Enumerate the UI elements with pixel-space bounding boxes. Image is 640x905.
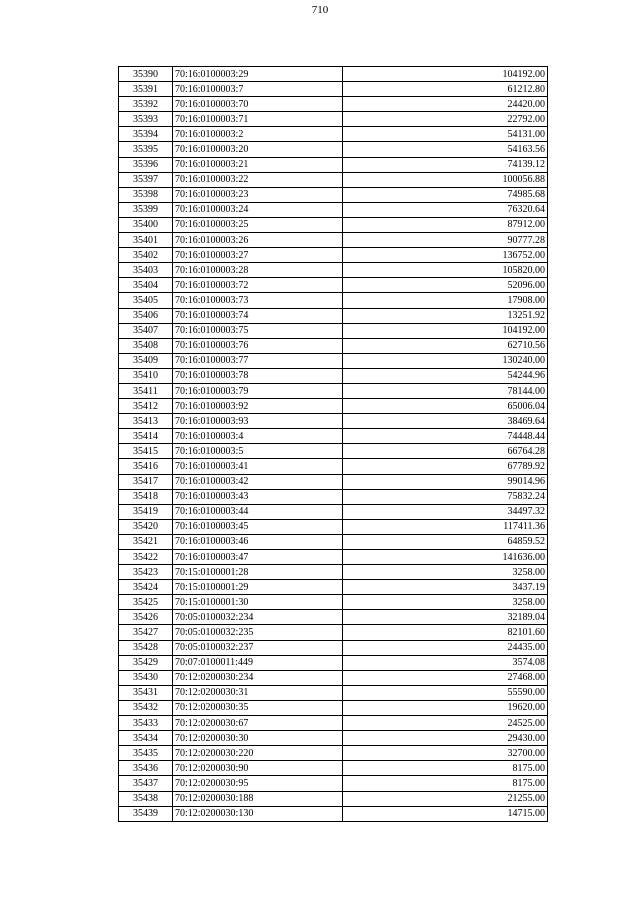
row-number: 35391	[119, 82, 173, 97]
cadastral-number: 70:16:0100003:21	[173, 157, 343, 172]
page-number: 710	[311, 4, 329, 16]
cadastral-number: 70:16:0100003:72	[173, 278, 343, 293]
row-number: 35427	[119, 625, 173, 640]
cadastral-value: 8175.00	[343, 761, 548, 776]
row-number: 35407	[119, 323, 173, 338]
row-number: 35413	[119, 414, 173, 429]
table-row	[119, 187, 548, 202]
cadastral-number: 70:12:0200030:234	[173, 670, 343, 685]
table-row	[119, 429, 548, 444]
row-number: 35414	[119, 429, 173, 444]
table-row	[119, 791, 548, 806]
table-row	[119, 444, 548, 459]
cadastral-value: 17908.00	[343, 293, 548, 308]
cadastral-value: 82101.60	[343, 625, 548, 640]
cadastral-number: 70:16:0100003:26	[173, 233, 343, 248]
row-number: 35419	[119, 504, 173, 519]
cadastral-number: 70:16:0100003:74	[173, 308, 343, 323]
cadastral-number: 70:16:0100003:23	[173, 187, 343, 202]
row-number: 35426	[119, 610, 173, 625]
table-row	[119, 776, 548, 791]
row-number: 35398	[119, 187, 173, 202]
cadastral-value: 13251.92	[343, 308, 548, 323]
row-number: 35431	[119, 685, 173, 700]
row-number: 35437	[119, 776, 173, 791]
table-row	[119, 263, 548, 278]
row-number: 35397	[119, 172, 173, 187]
cadastral-value: 32700.00	[343, 746, 548, 761]
row-number: 35393	[119, 112, 173, 127]
row-number: 35401	[119, 233, 173, 248]
cadastral-number: 70:12:0200030:30	[173, 731, 343, 746]
row-number: 35436	[119, 761, 173, 776]
row-number: 35418	[119, 489, 173, 504]
table-row	[119, 127, 548, 142]
cadastral-number: 70:16:0100003:47	[173, 550, 343, 565]
row-number: 35435	[119, 746, 173, 761]
cadastral-value: 62710.56	[343, 338, 548, 353]
table-body	[119, 67, 548, 822]
row-number: 35428	[119, 640, 173, 655]
cadastral-number: 70:15:0100001:28	[173, 565, 343, 580]
table-row	[119, 806, 548, 821]
cadastral-value: 136752.00	[343, 248, 548, 263]
table-row	[119, 97, 548, 112]
cadastral-value: 76320.64	[343, 202, 548, 217]
cadastral-value: 117411.36	[343, 519, 548, 534]
cadastral-value: 61212.80	[343, 82, 548, 97]
cadastral-value: 24525.00	[343, 716, 548, 731]
cadastral-value-table	[118, 66, 548, 822]
cadastral-number: 70:12:0200030:67	[173, 716, 343, 731]
cadastral-number: 70:16:0100003:7	[173, 82, 343, 97]
cadastral-number: 70:16:0100003:78	[173, 368, 343, 383]
cadastral-value: 38469.64	[343, 414, 548, 429]
table-row	[119, 368, 548, 383]
cadastral-value: 54131.00	[343, 127, 548, 142]
row-number: 35402	[119, 248, 173, 263]
cadastral-value: 66764.28	[343, 444, 548, 459]
row-number: 35430	[119, 670, 173, 685]
row-number: 35415	[119, 444, 173, 459]
cadastral-number: 70:16:0100003:73	[173, 293, 343, 308]
table-row	[119, 550, 548, 565]
table-row	[119, 308, 548, 323]
cadastral-number: 70:12:0200030:130	[173, 806, 343, 821]
cadastral-value: 52096.00	[343, 278, 548, 293]
row-number: 35405	[119, 293, 173, 308]
cadastral-number: 70:16:0100003:45	[173, 519, 343, 534]
cadastral-number: 70:16:0100003:44	[173, 504, 343, 519]
cadastral-number: 70:12:0200030:188	[173, 791, 343, 806]
table-row	[119, 504, 548, 519]
table-row	[119, 474, 548, 489]
cadastral-number: 70:16:0100003:79	[173, 383, 343, 398]
cadastral-number: 70:16:0100003:43	[173, 489, 343, 504]
cadastral-value: 90777.28	[343, 233, 548, 248]
cadastral-number: 70:16:0100003:76	[173, 338, 343, 353]
table-row	[119, 685, 548, 700]
cadastral-value: 29430.00	[343, 731, 548, 746]
cadastral-value: 130240.00	[343, 353, 548, 368]
table-row	[119, 625, 548, 640]
row-number: 35439	[119, 806, 173, 821]
table-row	[119, 399, 548, 414]
table-row	[119, 716, 548, 731]
cadastral-number: 70:12:0200030:95	[173, 776, 343, 791]
cadastral-value: 24435.00	[343, 640, 548, 655]
table-row	[119, 489, 548, 504]
cadastral-value: 32189.04	[343, 610, 548, 625]
row-number: 35420	[119, 519, 173, 534]
cadastral-value: 105820.00	[343, 263, 548, 278]
table-row	[119, 157, 548, 172]
row-number: 35416	[119, 459, 173, 474]
row-number: 35399	[119, 202, 173, 217]
table-row	[119, 233, 548, 248]
table-row	[119, 338, 548, 353]
cadastral-number: 70:15:0100001:29	[173, 580, 343, 595]
row-number: 35425	[119, 595, 173, 610]
table-row	[119, 746, 548, 761]
row-number: 35396	[119, 157, 173, 172]
cadastral-value: 65006.04	[343, 399, 548, 414]
row-number: 35409	[119, 353, 173, 368]
row-number: 35434	[119, 731, 173, 746]
table-row	[119, 670, 548, 685]
table-row	[119, 519, 548, 534]
cadastral-number: 70:12:0200030:35	[173, 700, 343, 715]
table-row	[119, 278, 548, 293]
table-row	[119, 202, 548, 217]
row-number: 35390	[119, 67, 173, 82]
row-number: 35392	[119, 97, 173, 112]
cadastral-number: 70:16:0100003:24	[173, 202, 343, 217]
cadastral-value: 100056.88	[343, 172, 548, 187]
cadastral-number: 70:12:0200030:31	[173, 685, 343, 700]
table-row	[119, 293, 548, 308]
table-row	[119, 82, 548, 97]
cadastral-number: 70:16:0100003:70	[173, 97, 343, 112]
cadastral-number: 70:16:0100003:20	[173, 142, 343, 157]
cadastral-value: 3258.00	[343, 565, 548, 580]
row-number: 35412	[119, 399, 173, 414]
cadastral-value: 99014.96	[343, 474, 548, 489]
cadastral-value: 141636.00	[343, 550, 548, 565]
row-number: 35400	[119, 217, 173, 232]
cadastral-value: 8175.00	[343, 776, 548, 791]
cadastral-value: 3437.19	[343, 580, 548, 595]
row-number: 35406	[119, 308, 173, 323]
cadastral-number: 70:16:0100003:29	[173, 67, 343, 82]
row-number: 35411	[119, 383, 173, 398]
cadastral-number: 70:16:0100003:92	[173, 399, 343, 414]
cadastral-number: 70:16:0100003:4	[173, 429, 343, 444]
row-number: 35395	[119, 142, 173, 157]
row-number: 35410	[119, 368, 173, 383]
table-row	[119, 700, 548, 715]
cadastral-number: 70:16:0100003:41	[173, 459, 343, 474]
cadastral-value: 14715.00	[343, 806, 548, 821]
cadastral-value: 74448.44	[343, 429, 548, 444]
cadastral-value: 75832.24	[343, 489, 548, 504]
cadastral-number: 70:12:0200030:90	[173, 761, 343, 776]
row-number: 35433	[119, 716, 173, 731]
cadastral-value: 3574.08	[343, 655, 548, 670]
row-number: 35394	[119, 127, 173, 142]
table-row	[119, 353, 548, 368]
table-row	[119, 565, 548, 580]
table-row	[119, 383, 548, 398]
table-row	[119, 655, 548, 670]
cadastral-value: 74139.12	[343, 157, 548, 172]
table-row	[119, 172, 548, 187]
cadastral-number: 70:16:0100003:42	[173, 474, 343, 489]
table-row	[119, 731, 548, 746]
row-number: 35423	[119, 565, 173, 580]
cadastral-value: 55590.00	[343, 685, 548, 700]
cadastral-value: 24420.00	[343, 97, 548, 112]
cadastral-value: 19620.00	[343, 700, 548, 715]
cadastral-number: 70:16:0100003:77	[173, 353, 343, 368]
table-row	[119, 761, 548, 776]
cadastral-number: 70:07:0100011:449	[173, 655, 343, 670]
row-number: 35408	[119, 338, 173, 353]
cadastral-value: 22792.00	[343, 112, 548, 127]
cadastral-number: 70:05:0100032:237	[173, 640, 343, 655]
row-number: 35432	[119, 700, 173, 715]
cadastral-value: 54163.56	[343, 142, 548, 157]
table-row	[119, 595, 548, 610]
cadastral-number: 70:16:0100003:93	[173, 414, 343, 429]
row-number: 35422	[119, 550, 173, 565]
row-number: 35417	[119, 474, 173, 489]
cadastral-value: 104192.00	[343, 67, 548, 82]
cadastral-value: 74985.68	[343, 187, 548, 202]
cadastral-number: 70:16:0100003:27	[173, 248, 343, 263]
cadastral-number: 70:16:0100003:25	[173, 217, 343, 232]
table-row	[119, 142, 548, 157]
cadastral-number: 70:05:0100032:235	[173, 625, 343, 640]
row-number: 35424	[119, 580, 173, 595]
cadastral-value: 21255.00	[343, 791, 548, 806]
cadastral-number: 70:15:0100001:30	[173, 595, 343, 610]
table-row	[119, 414, 548, 429]
cadastral-value: 3258.00	[343, 595, 548, 610]
table-row	[119, 459, 548, 474]
cadastral-value: 104192.00	[343, 323, 548, 338]
cadastral-value: 64859.52	[343, 534, 548, 549]
cadastral-number: 70:16:0100003:46	[173, 534, 343, 549]
cadastral-number: 70:16:0100003:22	[173, 172, 343, 187]
cadastral-number: 70:05:0100032:234	[173, 610, 343, 625]
row-number: 35404	[119, 278, 173, 293]
table-row	[119, 580, 548, 595]
row-number: 35403	[119, 263, 173, 278]
table-row	[119, 640, 548, 655]
table-row	[119, 67, 548, 82]
cadastral-value: 78144.00	[343, 383, 548, 398]
row-number: 35438	[119, 791, 173, 806]
table-row	[119, 112, 548, 127]
row-number: 35421	[119, 534, 173, 549]
cadastral-number: 70:16:0100003:28	[173, 263, 343, 278]
cadastral-number: 70:12:0200030:220	[173, 746, 343, 761]
cadastral-number: 70:16:0100003:5	[173, 444, 343, 459]
table-row	[119, 610, 548, 625]
cadastral-number: 70:16:0100003:75	[173, 323, 343, 338]
table-row	[119, 217, 548, 232]
cadastral-value: 34497.32	[343, 504, 548, 519]
cadastral-number: 70:16:0100003:71	[173, 112, 343, 127]
row-number: 35429	[119, 655, 173, 670]
cadastral-value: 27468.00	[343, 670, 548, 685]
cadastral-value: 54244.96	[343, 368, 548, 383]
table-row	[119, 248, 548, 263]
cadastral-value: 87912.00	[343, 217, 548, 232]
cadastral-number: 70:16:0100003:2	[173, 127, 343, 142]
table-row	[119, 534, 548, 549]
cadastral-value: 67789.92	[343, 459, 548, 474]
table-row	[119, 323, 548, 338]
